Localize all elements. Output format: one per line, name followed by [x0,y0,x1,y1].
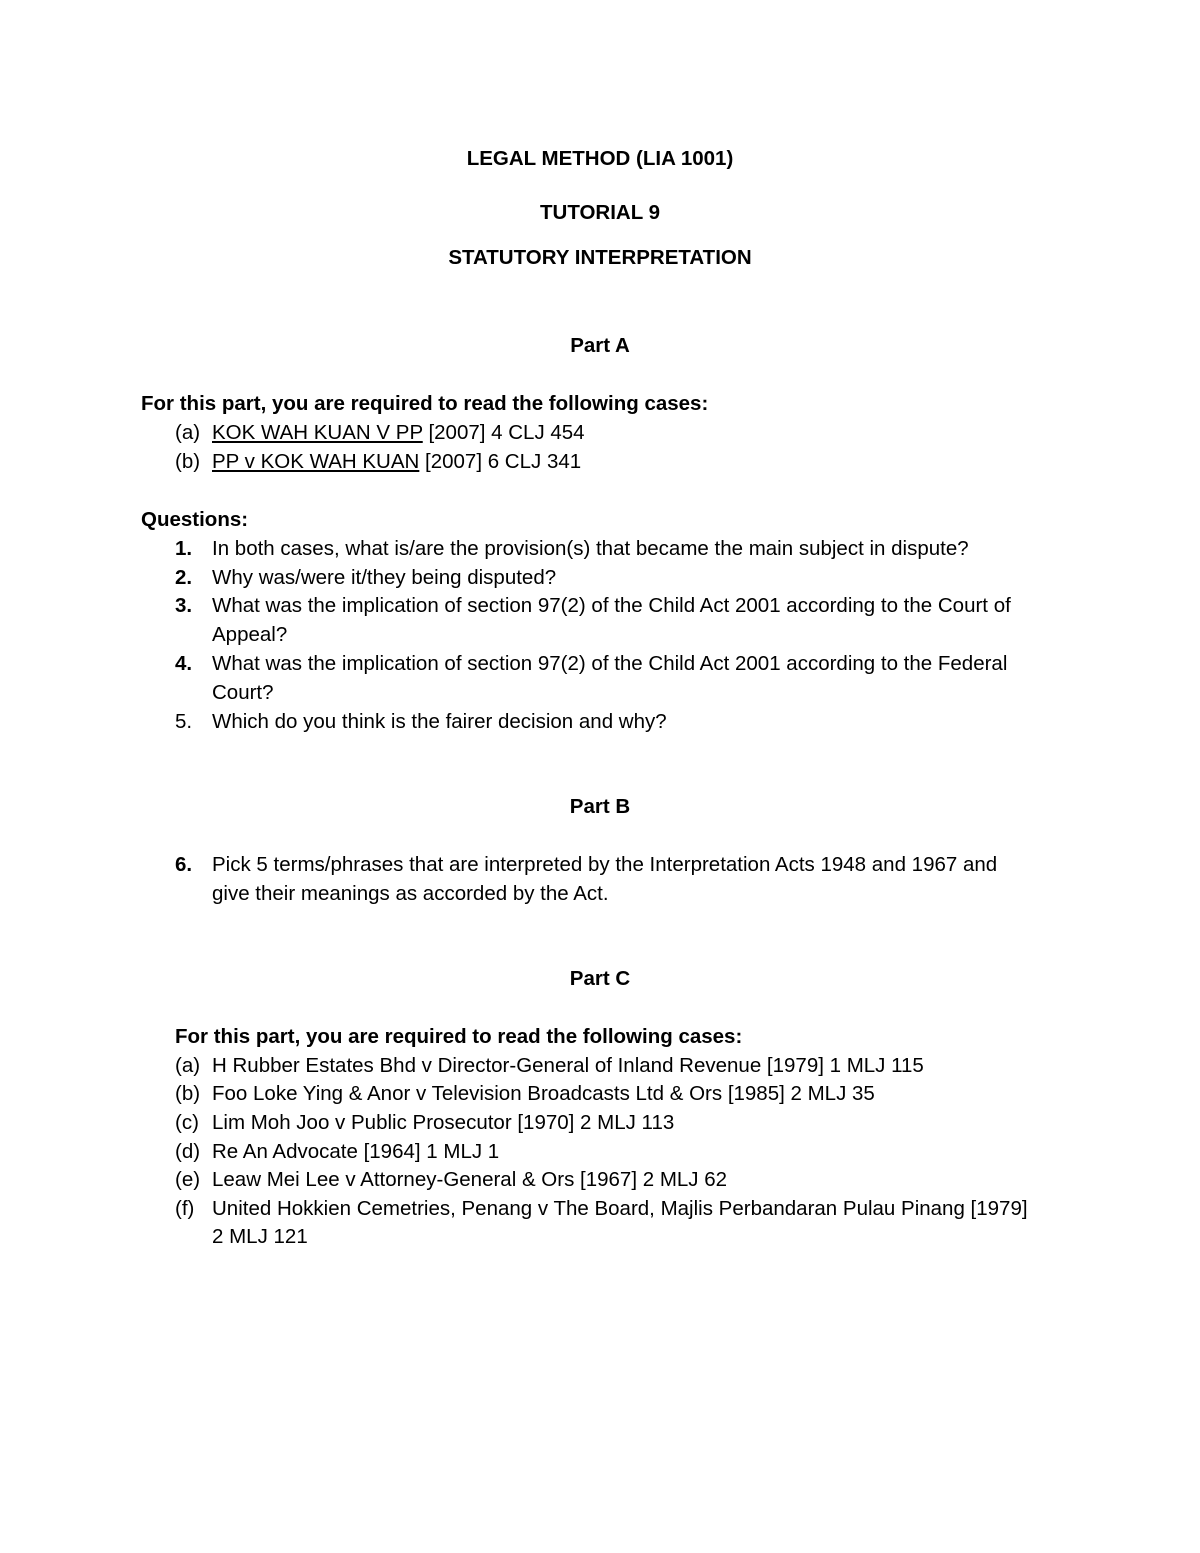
list-marker: (a) [175,421,201,444]
tutorial-number: TUTORIAL 9 [540,201,660,224]
list-marker: 2. [175,566,193,589]
case-text [212,450,581,474]
case-text: Foo Loke Ying & Anor v Television Broadcasts Ltd & Ors [1985] 2 MLJ 35 [212,1082,875,1105]
list-marker: 6. [175,853,193,876]
case-name: PP v KOK WAH KUAN [212,450,420,473]
question-4-continued: Court? [212,681,274,704]
part-b-title: Part B [569,795,631,818]
case-text: United Hokkien Cemetries, Penang v The Board, Majlis Perbandaran Pulau Pinang [1979] [212,1197,1028,1220]
case-c-f-continued: 2 MLJ 121 [212,1225,308,1248]
list-marker: (e) [175,1168,201,1191]
part-a-title: Part A [570,334,630,357]
topic-title: STATUTORY INTERPRETATION [448,246,752,269]
case-text: H Rubber Estates Bhd v Director-General of Inland Revenue [1979] 1 MLJ 115 [212,1054,924,1077]
question-text: What was the implication of section 97(2) of the Child Act 2001 according to the Federal [212,652,1008,675]
list-marker: 3. [175,594,193,617]
part-c-intro: For this part, you are required to read the following cases: [175,1025,743,1048]
question-text: Pick 5 terms/phrases that are interpreted by the Interpretation Acts 1948 and 1967 and [212,853,998,876]
list-marker: 5. [175,710,193,733]
case-citation: [2007] 6 CLJ 341 [419,450,582,473]
list-marker: (d) [175,1140,201,1163]
list-marker: (a) [175,1054,201,1077]
list-marker: 1. [175,537,193,560]
case-text: Leaw Mei Lee v Attorney-General & Ors [1967] 2 MLJ 62 [212,1168,728,1191]
course-title: LEGAL METHOD (LIA 1001) [466,147,734,170]
case-name: KOK WAH KUAN V PP [212,421,423,444]
question-3-continued: Appeal? [212,623,288,646]
question-6-continued: give their meanings as accorded by the Act. [212,882,609,905]
part-c-title: Part C [569,967,631,990]
list-marker: (f) [175,1197,195,1220]
question-text: What was the implication of section 97(2) of the Child Act 2001 according to the Court of [212,594,1011,617]
questions-label: Questions: [141,508,249,531]
case-citation: [2007] 4 CLJ 454 [422,421,585,444]
case-text: Re An Advocate [1964] 1 MLJ 1 [212,1140,500,1163]
list-marker: (b) [175,1082,201,1105]
question-text: Why was/were it/they being disputed? [212,566,557,589]
list-marker: 4. [175,652,193,675]
list-marker: (c) [175,1111,199,1134]
case-text: Lim Moh Joo v Public Prosecutor [1970] 2 MLJ 113 [212,1111,675,1134]
case-text [212,421,585,445]
question-text: In both cases, what is/are the provision(s) that became the main subject in dispute? [212,537,969,560]
list-marker: (b) [175,450,201,473]
part-a-intro: For this part, you are required to read the following cases: [141,392,709,415]
question-text: Which do you think is the fairer decision and why? [212,710,667,733]
